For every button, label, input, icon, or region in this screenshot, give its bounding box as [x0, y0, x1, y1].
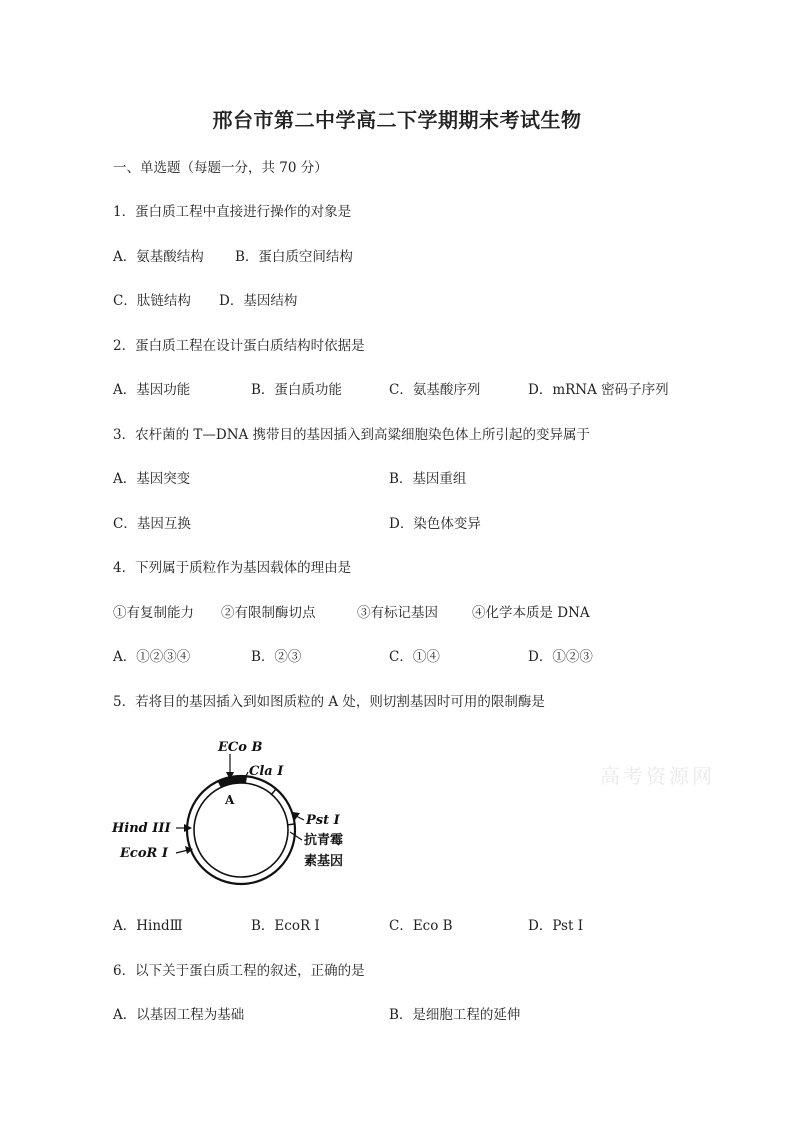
- cla-label: Cla I: [249, 764, 284, 779]
- question-1-stem: 1．蛋白质工程中直接进行操作的对象是: [113, 204, 352, 220]
- q1-option-a: A．氨基酸结构: [113, 249, 204, 265]
- q6-option-a: A．以基因工程为基础: [113, 1007, 245, 1023]
- section-heading: 一、单选题（每题一分，共 70 分）: [113, 160, 328, 176]
- q1-option-b: B．蛋白质空间结构: [235, 249, 353, 265]
- ecor-label: EcoR I: [120, 846, 168, 861]
- q2-option-b: B．蛋白质功能: [251, 382, 342, 398]
- q3-option-a: A．基因突变: [113, 471, 191, 487]
- q6-option-b: B．是细胞工程的延伸: [389, 1007, 521, 1023]
- q3-option-b: B．基因重组: [389, 471, 467, 487]
- q3-option-d: D．染色体变异: [389, 516, 481, 532]
- plasmid-diagram: [108, 732, 368, 892]
- site-a-label: A: [225, 793, 235, 807]
- q4-option-c: C．①④: [389, 649, 440, 665]
- question-4-stem: 4．下列属于质粒作为基因载体的理由是: [113, 560, 352, 576]
- gene-segment-end: [287, 824, 294, 825]
- q4-option-d: D．①②③: [528, 649, 593, 665]
- question-6-stem: 6．以下关于蛋白质工程的叙述，正确的是: [113, 963, 365, 979]
- q4-item-4: ④化学本质是 DNA: [472, 605, 590, 621]
- q5-option-b: B．EcoR Ⅰ: [251, 918, 320, 934]
- watermark: 高考资源网: [600, 764, 715, 788]
- q2-option-c: C．氨基酸序列: [389, 382, 481, 398]
- hind-label: Hind III: [112, 821, 171, 836]
- question-3-stem: 3．农杆菌的 T—DNA 携带目的基因插入到高粱细胞染色体上所引起的变异属于: [113, 427, 591, 443]
- q5-option-d: D．Pst Ⅰ: [528, 918, 584, 934]
- q5-option-a: A．HindⅢ: [113, 918, 183, 934]
- q3-option-c: C．基因互换: [113, 516, 191, 532]
- q4-option-b: B．②③: [251, 649, 302, 665]
- page-title: 邢台市第二中学高二下学期期末考试生物: [212, 108, 582, 132]
- q4-item-2: ②有限制酶切点: [221, 605, 316, 621]
- eco-b-label: ECo B: [218, 740, 263, 755]
- pst-label: Pst I: [306, 813, 340, 828]
- question-2-stem: 2．蛋白质工程在设计蛋白质结构时依据是: [113, 338, 365, 354]
- gene-segment-start: [271, 789, 276, 795]
- plasmid-inner-ring: [194, 783, 288, 877]
- q2-option-a: A．基因功能: [113, 382, 191, 398]
- q5-option-c: C．Eco B: [389, 918, 453, 934]
- q2-option-d: D．mRNA 密码子序列: [528, 382, 669, 398]
- question-5-stem: 5．若将目的基因插入到如图质粒的 A 处，则切割基因时可用的限制酶是: [113, 694, 545, 710]
- q4-item-3: ③有标记基因: [357, 605, 438, 621]
- plasmid-outer-ring: [187, 776, 295, 884]
- q4-item-1: ①有复制能力: [113, 605, 194, 621]
- q4-option-a: A．①②③④: [113, 649, 191, 665]
- gene-label-line1: 抗青霉: [304, 833, 344, 848]
- q1-option-d: D．基因结构: [219, 293, 298, 309]
- q1-option-c: C．肽链结构: [113, 293, 191, 309]
- gene-label-line2: 素基因: [304, 854, 344, 869]
